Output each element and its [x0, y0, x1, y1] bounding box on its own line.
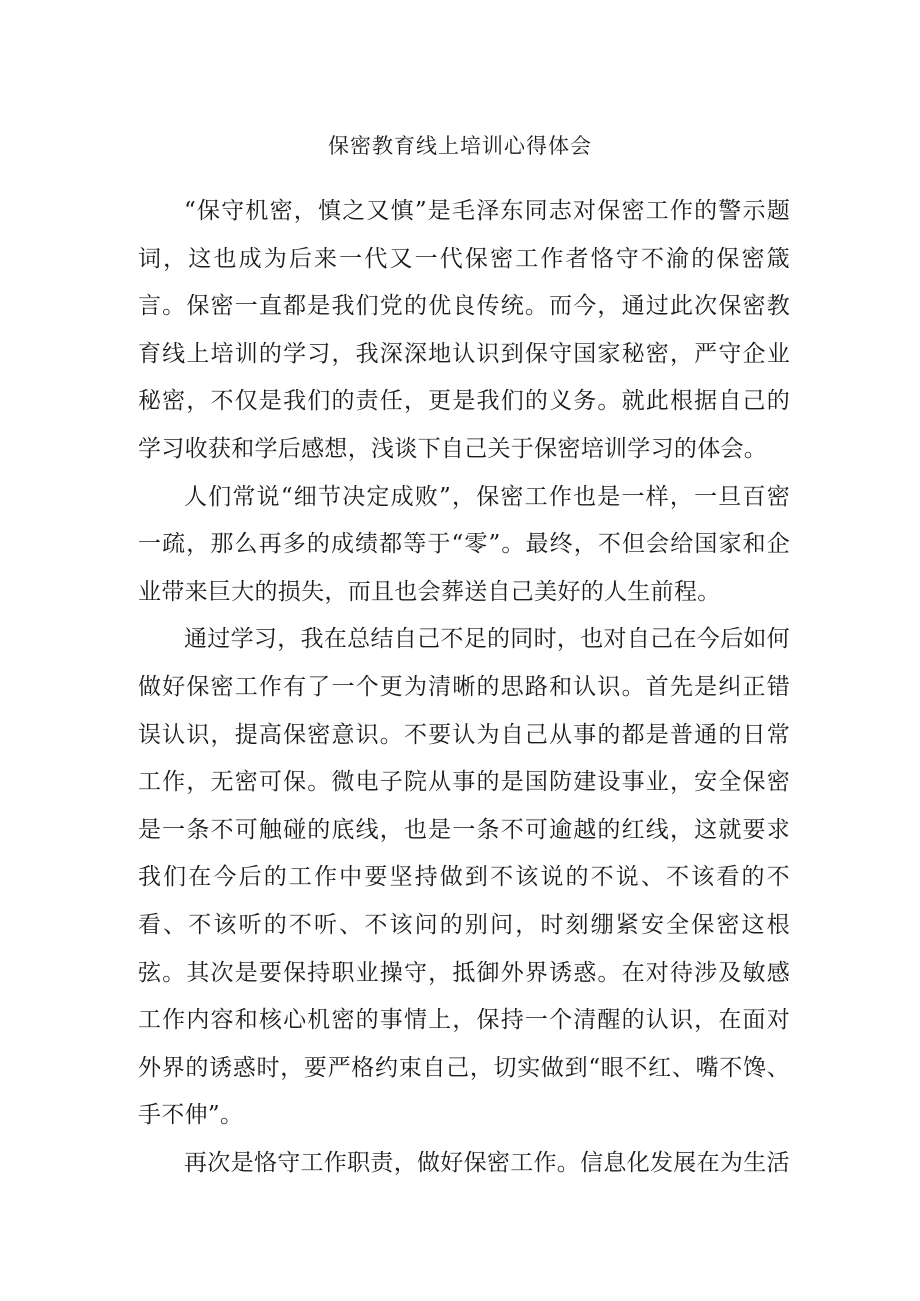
paragraph: 人们常说“细节决定成败”，保密工作也是一样，一旦百密一疏，那么再多的成绩都等于“零”。最终，不但会给国家和企业带来巨大的损失，而且也会葬送自己美好的人生前程。 — [138, 483, 790, 605]
paragraph: 再次是恪守工作职责，做好保密工作。信息化发展在为生活 — [184, 1149, 790, 1176]
document-body — [138, 188, 790, 1187]
document-title: 保密教育线上培训心得体会 — [328, 134, 592, 158]
paragraph: 通过学习，我在总结自己不足的同时，也对自己在今后如何做好保密工作有了一个更为清晰的思路和认识。首先是纠正错误认识，提高保密意识。不要认为自己从事的都是普通的日常工作，无密可保。微电子院从事的是国防建设事业，安全保密是一条不可触碰的底线，也是一条不可逾越的红线，这就要求我们在今后的工作中要坚持做到不该说的不说、不该看的不看、不该听的不听、不该问的别问，时刻绷紧安全保密这根弦。其次是要保持职业操守，抵御外界诱惑。在对待涉及敏感工作内容和核心机密的事情上，保持一个清醒的认识，在面对外界的诱惑时，要严格约束自己，切实做到“眼不红、嘴不馋、手不伸”。 — [138, 626, 790, 1129]
paragraph: “保守机密，慎之又慎”是毛泽东同志对保密工作的警示题词，这也成为后来一代又一代保密工作者恪守不渝的保密箴言。保密一直都是我们党的优良传统。而今，通过此次保密教育线上培训的学习，我深深地认识到保守国家秘密，严守企业秘密，不仅是我们的责任，更是我们的义务。就此根据自己的学习收获和学后感想，浅谈下自己关于保密培训学习的体会。 — [138, 198, 790, 462]
